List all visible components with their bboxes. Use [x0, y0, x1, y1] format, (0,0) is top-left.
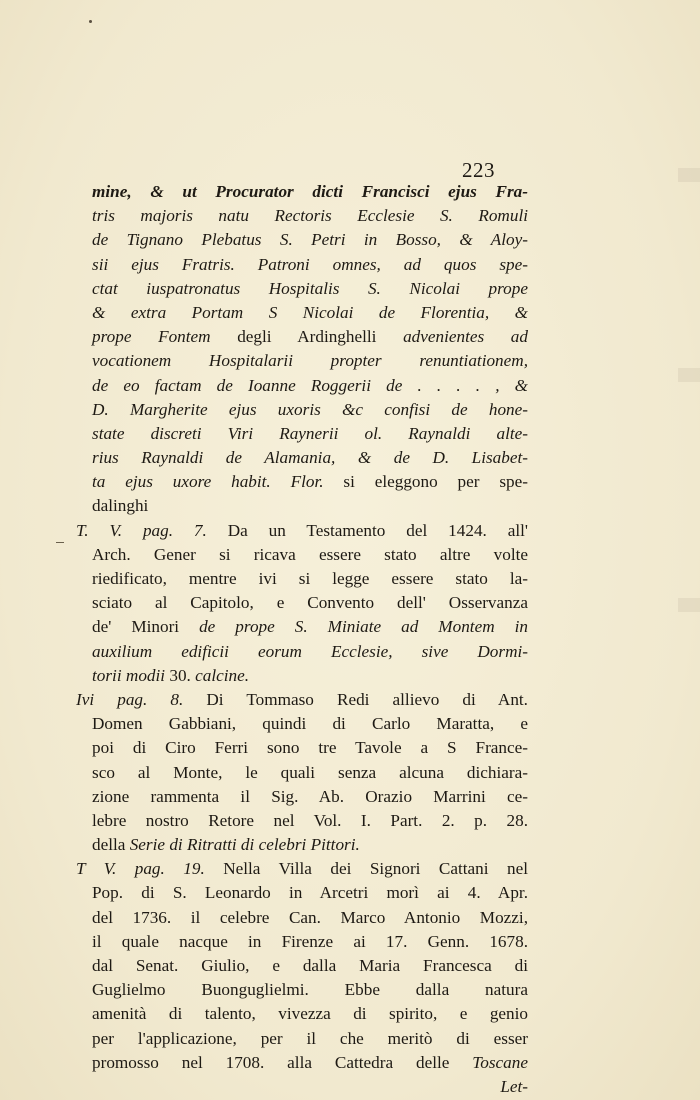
text-line: state discreti Viri Raynerii ol. Raynaldi alte-	[92, 423, 528, 443]
text-line: del 1736. il celebre Can. Marco Antonio Mozzi,	[92, 907, 528, 927]
text-line: rius Raynaldi de Alamania, & de D. Lisabet-	[92, 448, 528, 468]
text-segment: Toscane	[472, 1052, 528, 1072]
text-segment: & ut Procurator dicti Francisci ejus Fra-	[150, 182, 528, 201]
text-line: dalinghi	[92, 496, 149, 516]
text-line: zione rammenta il Sig. Ab. Orazio Marrini ce-	[92, 786, 528, 806]
text-line: il quale nacque in Firenze ai 17. Genn. 1678.	[92, 931, 528, 951]
text-line: sco al Monte, le quali senza alcuna dichiara-	[92, 762, 528, 782]
text-line: Arch. Gener si ricava essere stato altre volte	[92, 544, 528, 564]
text-line	[92, 301, 528, 325]
entry-reference: Ivi pag. 8.	[76, 689, 207, 709]
text-segment: promosso nel 1708. alla Cattedra delle	[92, 1052, 473, 1072]
text-segment: Nella Villa dei Signori Cattani nel	[223, 859, 528, 879]
text-line: Domen Gabbiani, quindi di Carlo Maratta, e	[92, 714, 528, 734]
text-line: lebre nostro Retore nel Vol. I. Part. 2. p. 28.	[92, 810, 528, 830]
text-line: tris majoris natu Rectoris Ecclesie S. Romuli	[92, 206, 528, 226]
text-segment: extra Portam S Nicolai de Florentia, &	[130, 302, 528, 322]
text-segment: de' Minori	[92, 617, 200, 637]
text-line: Pop. di S. Leonardo in Arcetri morì ai 4. Apr.	[92, 883, 528, 903]
text-segment: ta ejus uxore habit. Flor.	[92, 472, 344, 492]
text-line	[92, 833, 528, 857]
stray-ink-dot	[89, 20, 92, 23]
text-segment: &	[92, 302, 131, 322]
text-segment: advenientes ad	[403, 327, 528, 347]
bleed-through-mark	[678, 368, 700, 382]
text-segment: prope Fontem	[92, 327, 238, 347]
text-line	[92, 470, 528, 494]
text-line: sciato al Capitolo, e Convento dell' Osservanza	[92, 593, 528, 613]
text-line: dal Senat. Giulio, e dalla Maria Francesca di	[92, 956, 528, 975]
text-line: Guglielmo Buonguglielmi. Ebbe dalla natura	[92, 980, 528, 1000]
text-line	[92, 664, 528, 688]
text-line: sii ejus Fratris. Patroni omnes, ad quos spe-	[92, 254, 528, 274]
text-line: auxilium edificii eorum Ecclesie, sive Dormi-	[92, 641, 528, 661]
text-segment: si eleggono per spe-	[343, 472, 528, 492]
text-segment: Da un Testamento del 1424. all'	[227, 520, 528, 540]
text-segment: Serie di Ritratti di celebri Pittori.	[129, 835, 360, 855]
text-line: de Tignano Plebatus S. Petri in Bosso, & Aloy-	[92, 230, 528, 250]
body-text	[76, 180, 528, 1099]
text-line	[92, 180, 528, 204]
text-line	[92, 325, 528, 349]
bleed-through-mark	[678, 168, 700, 182]
text-line	[92, 1051, 528, 1075]
entry-reference: T. V. pag. 7.	[76, 520, 228, 540]
text-segment: della	[92, 835, 130, 855]
text-segment: Di Tommaso Redi allievo di Ant.	[206, 689, 528, 709]
entry-reference: T V. pag. 19.	[76, 859, 224, 879]
catchword: Let-	[500, 1076, 528, 1096]
text-segment: calcine.	[195, 665, 250, 685]
text-segment: 30.	[169, 665, 196, 685]
text-line: de eo factam de Ioanne Roggerii de . . . . , &	[92, 375, 528, 395]
text-line	[76, 857, 528, 881]
text-segment: degli Ardinghelli	[237, 327, 404, 347]
text-segment: de prope S. Miniate ad Montem in	[199, 617, 528, 637]
text-line: ctat iuspatronatus Hospitalis S. Nicolai prope	[92, 278, 528, 298]
text-segment: torii modii	[92, 665, 170, 685]
text-line: poi di Ciro Ferri sono tre Tavole a S France-	[92, 738, 528, 758]
bleed-through-mark	[678, 598, 700, 612]
page-number: 223	[462, 158, 495, 182]
text-line: riedificato, mentre ivi si legge essere stato la-	[92, 569, 528, 588]
margin-mark	[56, 542, 64, 543]
text-line	[76, 688, 528, 712]
text-line: per l'applicazione, per il che meritò di esser	[92, 1028, 528, 1048]
text-segment: mine,	[92, 182, 151, 201]
text-line	[76, 519, 528, 543]
text-line: D. Margherite ejus uxoris &c confisi de hone-	[92, 399, 528, 419]
text-line	[92, 615, 528, 639]
text-line: vocationem Hospitalarii propter renuntiationem,	[92, 351, 528, 371]
text-line: amenità di talento, vivezza di spirito, e genio	[92, 1004, 528, 1024]
